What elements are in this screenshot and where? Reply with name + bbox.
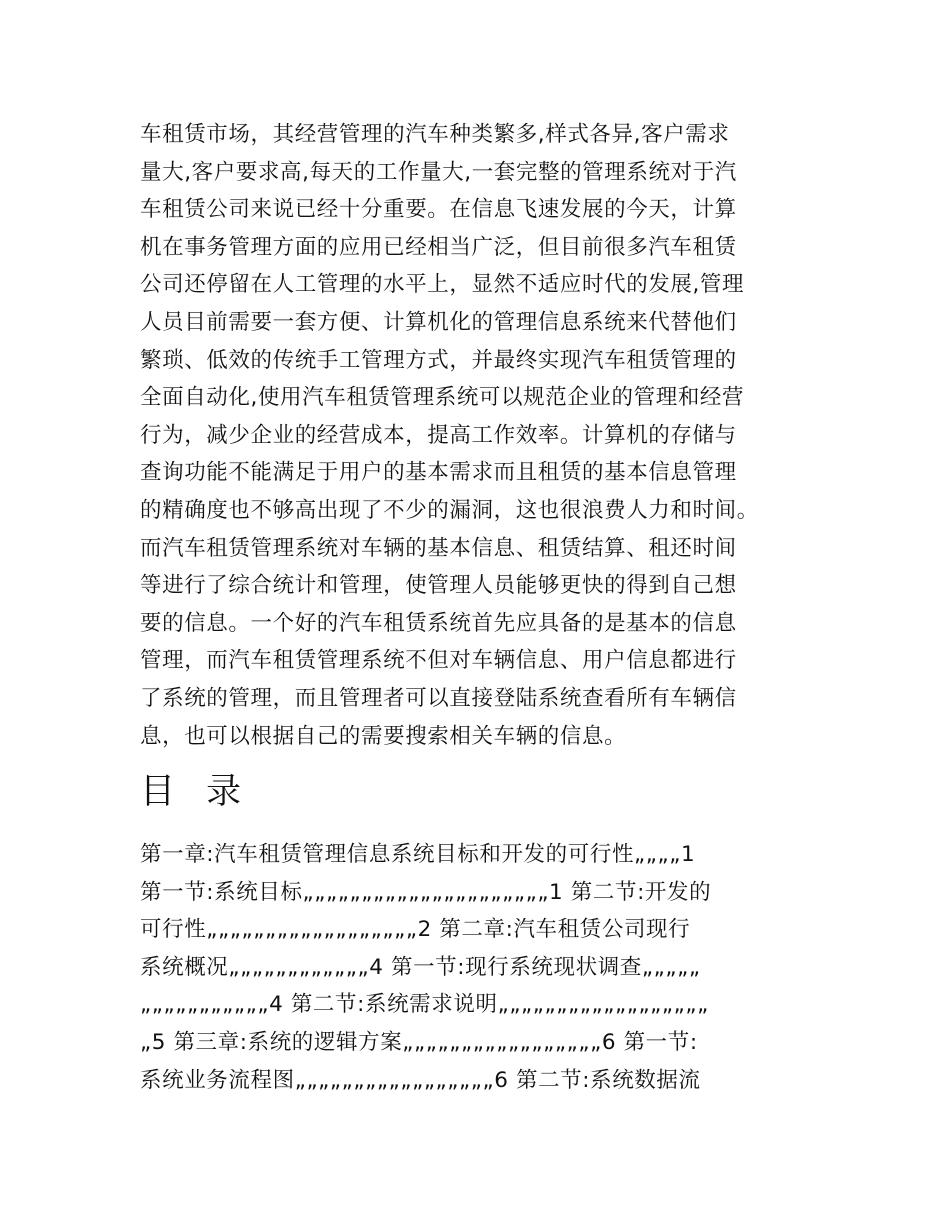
- toc-line: 系统业务流程图„„„„„„„„„„„„„„„„„6 第二节:系统数据流: [140, 1067, 701, 1093]
- toc-line: 系统概况„„„„„„„„„„„„4 第一节:现行系统现状调查„„„„„: [140, 954, 701, 980]
- toc-line: 第一章:汽车租赁管理信息系统目标和开发的可行性„„„„1: [140, 842, 696, 867]
- paragraph-line: 机在事务管理方面的应用已经相当广泛，但目前很多汽车租赁: [140, 234, 737, 260]
- intro-paragraph: [140, 116, 820, 755]
- paragraph-line: 量大,客户要求高,每天的工作量大,一套完整的管理系统对于汽: [140, 159, 737, 185]
- paragraph-line: 息，也可以根据自己的需要搜索相关车辆的信息。: [140, 723, 627, 749]
- paragraph-line: 公司还停留在人工管理的水平上，显然不适应时代的发展,管理: [140, 272, 745, 298]
- paragraph-line: 的精确度也不够高出现了不少的漏洞，这也很浪费人力和时间。: [140, 497, 759, 523]
- paragraph-line: 行为，减少企业的经营成本，提高工作效率。计算机的存储与: [140, 422, 737, 448]
- paragraph-line: 全面自动化,使用汽车租赁管理系统可以规范企业的管理和经营: [140, 385, 745, 411]
- toc-line: „„„„„„„„„„„4 第二节:系统需求说明„„„„„„„„„„„„„„„„„„: [140, 992, 709, 1018]
- paragraph-line: 要的信息。一个好的汽车租赁系统首先应具备的是基本的信息: [140, 610, 737, 636]
- paragraph-line: 车租赁公司来说已经十分重要。在信息飞速发展的今天，计算: [140, 197, 737, 223]
- toc-line: 可行性„„„„„„„„„„„„„„„„„„2 第二章:汽车租赁公司现行: [140, 917, 691, 943]
- paragraph-line: 人员目前需要一套方便、计算机化的管理信息系统来代替他们: [140, 309, 737, 335]
- toc-heading: 目 录: [140, 772, 252, 812]
- paragraph-line: 了系统的管理，而且管理者可以直接登陆系统查看所有车辆信: [140, 685, 737, 711]
- paragraph-line: 车租赁市场，其经营管理的汽车种类繁多,样式各异,客户需求: [140, 122, 730, 147]
- paragraph-line: 繁琐、低效的传统手工管理方式，并最终实现汽车租赁管理的: [140, 347, 737, 373]
- paragraph-line: 查询功能不能满足于用户的基本需求而且租赁的基本信息管理: [140, 460, 737, 486]
- table-of-contents: [140, 836, 820, 1099]
- toc-line: „5 第三章:系统的逻辑方案„„„„„„„„„„„„„„„„„6 第一节:: [140, 1029, 698, 1055]
- paragraph-line: 等进行了综合统计和管理，使管理人员能够更快的得到自己想: [140, 573, 737, 599]
- paragraph-line: 管理，而汽车租赁管理系统不但对车辆信息、用户信息都进行: [140, 648, 737, 674]
- paragraph-line: 而汽车租赁管理系统对车辆的基本信息、租赁结算、租还时间: [140, 535, 737, 561]
- toc-line: 第一节:系统目标„„„„„„„„„„„„„„„„„„„„„1 第二节:开发的: [140, 879, 712, 905]
